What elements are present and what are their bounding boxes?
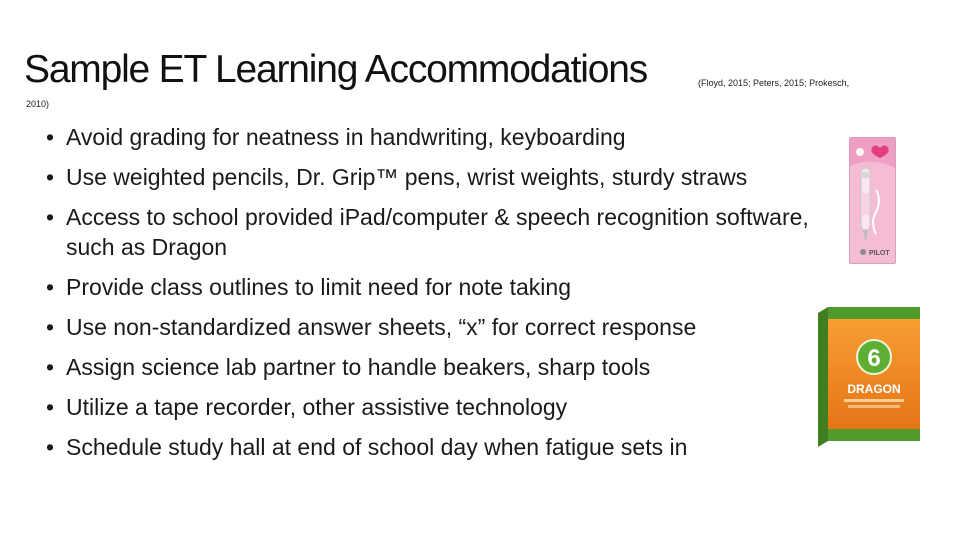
dragon-software-box-image	[818, 307, 920, 447]
slide-title: Sample ET Learning Accommodations	[24, 48, 648, 91]
pen-brand-label: PILOT	[869, 250, 890, 257]
list-item: • Assign science lab partner to handle beakers, sharp tools	[46, 352, 836, 382]
pen-package-graphic	[850, 138, 895, 263]
dr-grip-pen-image	[849, 137, 896, 264]
list-item: • Use weighted pencils, Dr. Grip™ pens, wrist weights, sturdy straws	[46, 162, 836, 192]
list-item: • Use non-standardized answer sheets, “x” for correct response	[46, 312, 836, 342]
list-item: • Schedule study hall at end of school day when fatigue sets in	[46, 432, 836, 462]
list-item: • Provide class outlines to limit need for note taking	[46, 272, 836, 302]
list-item: • Avoid grading for neatness in handwriting, keyboarding	[46, 122, 836, 152]
list-item: • Utilize a tape recorder, other assistive technology	[46, 392, 836, 422]
dragon-icon-digit: 6	[867, 345, 881, 372]
list-item: • Access to school provided iPad/computer & speech recognition software, such as Dragon	[46, 202, 836, 262]
citation-line-1: (Floyd, 2015; Peters, 2015; Prokesch,	[698, 78, 850, 88]
citation-line-2: 2010)	[26, 99, 50, 109]
dragon-brand-label: DRAGON	[847, 382, 901, 396]
dragon-box-graphic	[818, 307, 920, 447]
accommodations-list	[46, 122, 836, 472]
